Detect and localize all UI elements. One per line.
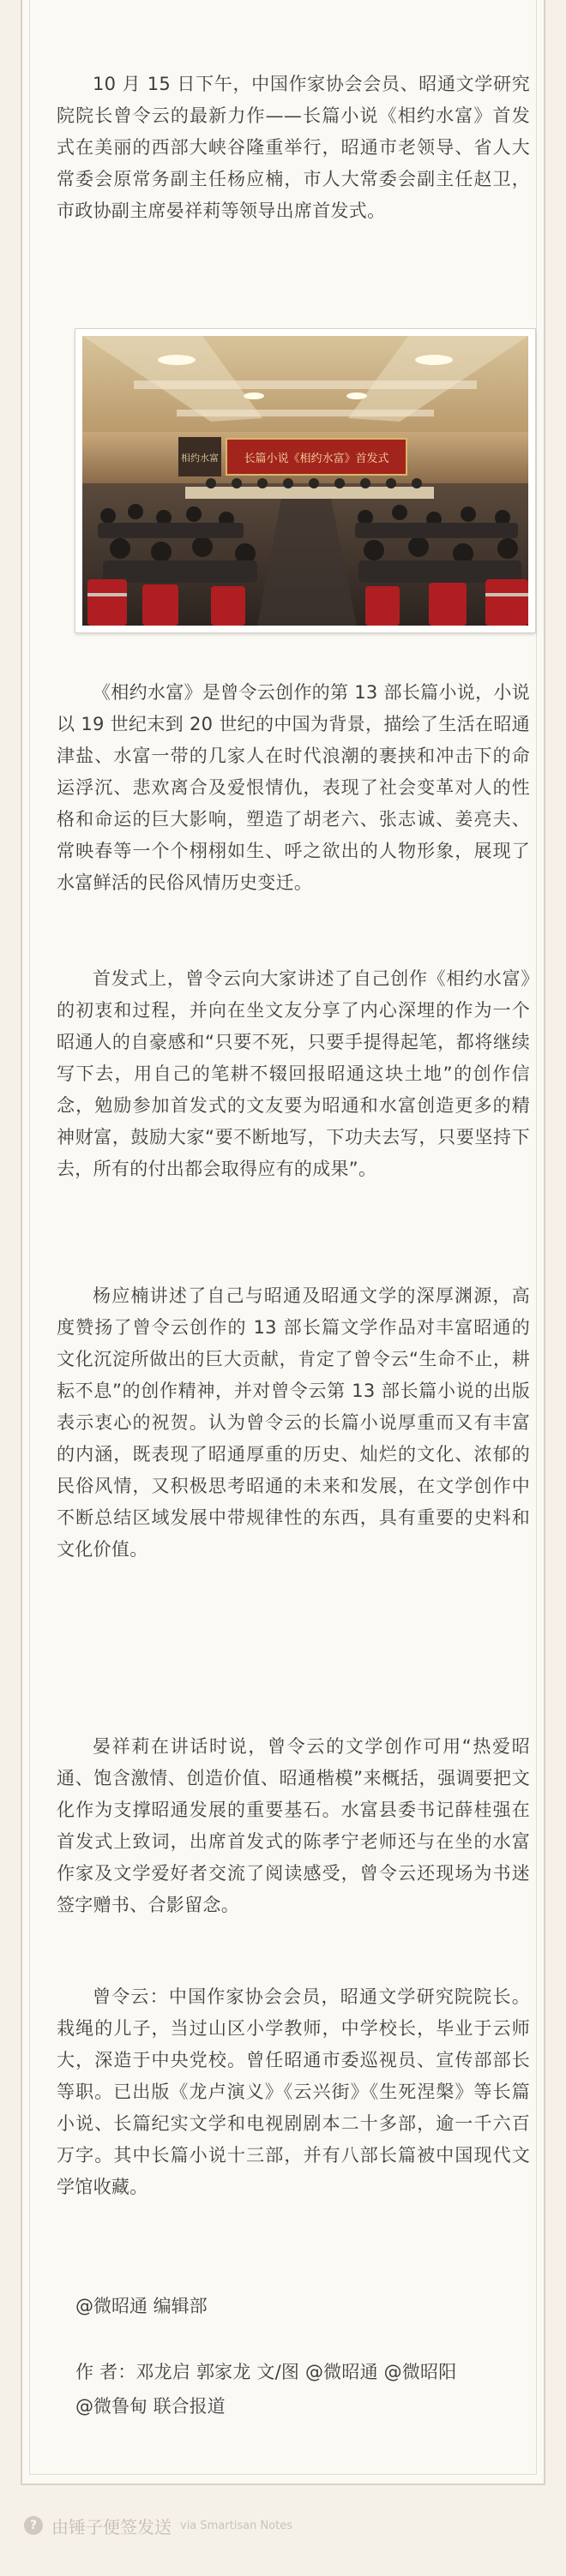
paragraph-yan-xiangli: 晏祥莉在讲话时说，曾令云的文学创作可用“热爱昭通、饱含激情、创造价值、昭通楷模”来概括，强调要把文化作为支撑昭通发展的重要基石。水富县委书记薛桂强在首发式上致词，出席首发式的陈孝宁老师还与在坐的水富作家及文学爱好者交流了阅读感受，曾令云还现场为书迷签字赠书、合影留念。: [57, 1736, 530, 1915]
footer-text: 由锤子便签发送: [51, 2516, 172, 2537]
paragraph-intro: 10 月 15 日下午，中国作家协会会员、昭通文学研究院院长曾令云的最新力作——长篇小说《相约水富》首发式在美丽的西部大峡谷隆重举行，昭通市老领导、省人大常委会原常务副主任杨应楠，市人大常委会副主任赵卫，市政协副主席晏祥莉等领导出席首发式。: [57, 74, 530, 221]
paragraph-book-summary: 《相约水富》是曾令云创作的第 13 部长篇小说，小说以 19 世纪末到 20 世纪的中国为背景，描绘了生活在昭通津盐、水富一带的几家人在时代浪潮的裹挟和冲击下的命运浮沉、悲欢离合及爱恨情仇，表现了社会变革对人的性格和命运的巨大影响，塑造了胡老六、张志诚、姜亮夫、常映春等一个个栩栩如生、呼之欲出的人物形象，展现了水富鲜活的民俗风情历史变迁。: [57, 682, 530, 893]
banner-text: 长篇小说《相约水富》首发式: [244, 452, 389, 465]
banner-side-text: 相约水富: [181, 452, 219, 464]
paragraph-author-bio: 曾令云：中国作家协会会员，昭通文学研究院院长。栽绳的儿子，当过山区小学教师，中学校长，毕业于云师大，深造于中央党校。曾任昭通市委巡视员、宣传部部长等职。已出版《龙卢演义》《云兴街》《生死涅槃》等长篇小说、长篇纪实文学和电视剧剧本二十多部，逾一千六百万字。其中长篇小说十三部，并有八部长篇被中国现代文学馆收藏。: [57, 1986, 530, 2197]
footer-via-text: via Smartisan Notes: [180, 2519, 292, 2532]
paragraph-yang-yingnan: 杨应楠讲述了自己与昭通及昭通文学的深厚渊源，高度赞扬了曾令云创作的 13 部长篇文学作品对丰富昭通的文化沉淀所做出的巨大贡献，肯定了曾令云“生命不止，耕耘不息”的创作精神，并对曾令云第 13 部长篇小说的出版表示衷心的祝贺。认为曾令云的长篇小说厚重而又有丰富的内涵，既表现了昭通厚重的历史、灿烂的文化、浓郁的民俗风情，又积极思考昭通的未来和发展，在文学创作中不断总结区域发展中带规律性的东西，具有重要的史料和文化价值。: [57, 1285, 530, 1560]
paragraph-launch-speech: 首发式上，曾令云向大家讲述了自己创作《相约水富》的初衷和过程，并向在坐文友分享了内心深埋的作为一个昭通人的自豪感和“只要不死，只要手提得起笔，都将继续写下去，用自己的笔耕不辍回报昭通这块土地”的创作信念，勉励参加首发式的文友要为昭通和水富创造更多的精神财富，鼓励大家“要不断地写，下功夫去写，只要坚持下去，所有的付出都会取得应有的成果”。: [57, 968, 530, 1179]
share-footer: [24, 2513, 292, 2538]
notes-icon: ?: [24, 2516, 43, 2535]
editor-credit: @微昭通 编辑部: [75, 2296, 208, 2316]
event-photo: [75, 329, 535, 632]
author-credit-line-1: 作 者：邓龙启 郭家龙 文/图 @微昭通 @微昭阳: [75, 2362, 457, 2382]
note-card: [21, 0, 545, 2485]
conference-photo-illustration: [82, 336, 528, 626]
author-credit-line-2: @微鲁甸 联合报道: [75, 2396, 226, 2417]
